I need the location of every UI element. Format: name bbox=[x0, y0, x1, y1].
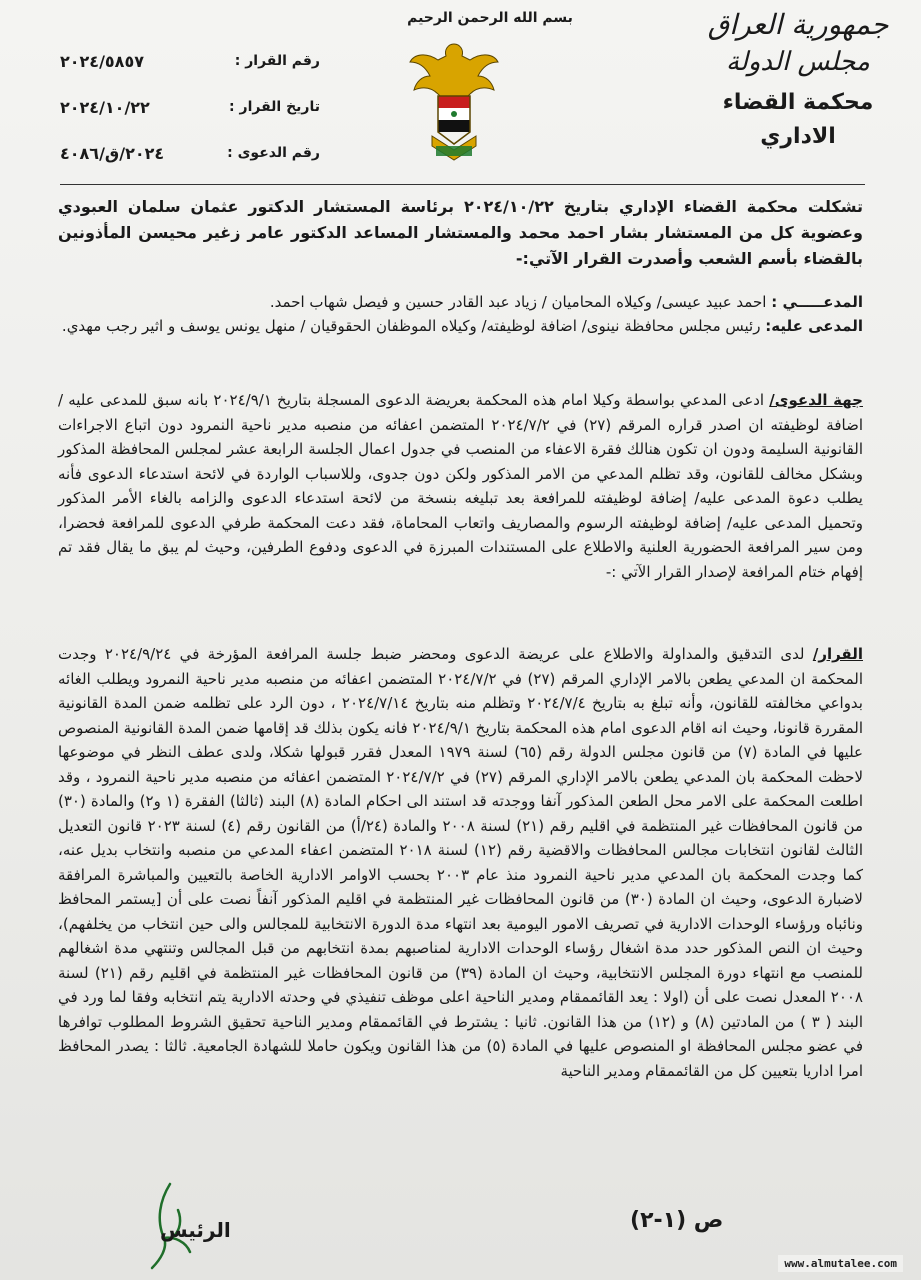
basmala: بسم الله الرحمن الرحيم bbox=[407, 10, 573, 26]
header-divider bbox=[60, 184, 865, 185]
eagle-emblem-icon bbox=[408, 38, 500, 166]
claim-text: ادعى المدعي بواسطة وكيلا امام هذه المحكمة بعريضة الدعوى المسجلة بتاريخ ٢٠٢٤/٩/١ بانه سبق للمدعى عليه / اضافة لوظيفته ان اصدر قراره المرقم (٢٧) في ٢٠٢٤/٧/٢ المتضمن اعفائه من منصبه مدير ناحية النمرود دون اتباع الاجراءات القانونية السليمة ودون ان تكون هنالك فقرة الاعفاء من المنصب في جدول اعمال الجلسة الرابعة عشر لمجلس المحافظة المذكور وبشكل مخالف للقانون، وقد تظلم المدعي من الامر المذكور ولكن دون جدوى، وللاسباب الواردة في لائحة استدعاء الدعوى فأنه يطلب دعوة المدعى عليه/ إضافة لوظيفته للمرافعة بعد تبليغه بنسخة من لائحة استدعاء الدعوى والزامه بالغاء الأمر المذكور وتحميل المدعى عليه/ إضافة لوظيفته الرسوم والمصاريف واتعاب المحاماة، فقد دعت المحكمة طرفي الدعوى للمرافعة فحضرا، ومن سير المرافعة الحضورية العلنية والاطلاع على المستندات المبرزة في الدعوى ودفوع الطرفين، وحيث لم يبق ما يقال فقد تم إفهام ختام المرافعة لإصدار القرار الآتي :- bbox=[58, 391, 863, 581]
defendant-text: رئيس مجلس محافظة نينوى/ اضافة لوظيفته/ وكيلاه الموظفان الحقوقيان / منهل يونس يوسف و اثير رجب مهدي. bbox=[61, 317, 761, 335]
case-number-row bbox=[60, 130, 320, 176]
republic-name: جمهورية العراق bbox=[707, 8, 889, 41]
decision-date: ٢٠٢٤/١٠/٢٢ bbox=[60, 97, 150, 117]
signature-label: الرئيس bbox=[160, 1218, 231, 1242]
decision-date-label: تاريخ القرار : bbox=[229, 99, 320, 115]
page-number: ص (١-٢) bbox=[630, 1208, 724, 1233]
decision-number: ٢٠٢٤/٥٨٥٧ bbox=[60, 51, 144, 71]
decision-section bbox=[58, 642, 863, 1083]
decision-meta bbox=[60, 38, 320, 176]
website-watermark: www.almutalee.com bbox=[778, 1255, 903, 1272]
parties-block bbox=[58, 290, 863, 338]
issuer-header bbox=[693, 6, 903, 154]
decision-text: لدى التدقيق والمداولة والاطلاع على عريضة الدعوى ومحضر ضبط جلسة المرافعة المؤرخة في ٢٠٢٤/٩/٢٤ وجدت المحكمة ان المدعي يطعن بالامر الإداري المرقم (٢٧) في ٢٠٢٤/٧/٢ المتضمن اعفائه من منصبه مدير ناحية النمرود ويطلب الغائه بدواعي مخالفته للقانون، وأنه تبلغ به بتاريخ ٢٠٢٤/٧/٤ وتظلم منه بتاريخ ٢٠٢٤/٧/١٤ ، دون الرد على تظلمه ضمن المدة القانونية المقررة قانونا، وحيث انه اقام الدعوى امام هذه المحكمة بتاريخ ٢٠٢٤/٩/١ فانه يكون بذلك قد إقامها ضمن المدة القانونية المنصوص عليها في المادة (٧) من قانون مجلس الدولة رقم (٦٥) لسنة ١٩٧٩ المعدل فقرر قبولها شكلا، ولدى عطف النظر في موضوعها لاحظت المحكمة بان المدعي يطعن بالامر الإداري المرقم (٢٧) في ٢٠٢٤/٧/٢ المتضمن اعفائه من منصبه مدير ناحية النمرود ، وقد اطلعت المحكمة على الامر محل الطعن المذكور آنفا ووجدته قد استند الى احكام المادة (٨) البند (ثالثا) الفقرة (١ و٢) والمادة (٣٠) من قانون المحافظات غير المنتظمة في اقليم رقم (٢١) لسنة ٢٠٠٨ والمادة (٢٤/أ) من القانون رقم (٤) لسنة ٢٠٢٣ قانون التعديل الثالث لقانون انتخابات مجالس المحافظات والاقضية رقم (١٢) لسنة ٢٠١٨ المتضمن اعفاء المدعي من منصبه وانتخاب بديل عنه، كما وجدت المحكمة بان المدعي مدير ناحية النمرود منذ عام ٢٠٠٣ بحسب الاوامر الادارية الخاصة بالتعيين والمباشرة المرافقة لاضبارة الدعوى، وحيث ان المادة (٣٠) من قانون المحافظات غير المنتظمة في اقليم المذكور آنفاً نصت على أن [يستمر المحافظ ونائباه ورؤساء الوحدات الادارية في تصريف الامور اليومية بعد انتهاء مدة الدورة الانتخابية للمجالس والى حين انتخاب من يخلفهم)، وحيث ان النص المذكور حدد مدة اشغال رؤساء الوحدات الادارية لمناصبهم بمدة انتخابهم من قبل المجالس وتنتهي مدة اشغالهم للمنصب مع انتهاء دورة المجلس الانتخابية، وحيث ان المادة (٣٩) من قانون المحافظات غير المنتظمة في اقليم رقم (٢١) لسنة ٢٠٠٨ المعدل نصت على أن (اولا : يعد القائممقام ومدير الناحية اعلى موظف تنفيذي في وحدته الادارية يتم انتخابه وفقا لما ورد في البند ( ٣ ) من المادتين (٨) و (١٢) من هذا القانون. ثانيا : يشترط في القائممقام ومدير الناحية تحقيق الشروط المطلوب توافرها في عضو مجلس المحافظة او المنصوص عليها في المادة (٥) من هذا القانون ويكون حاملا للشهادة الجامعية. ثالثا : يصدر المحافظ امرا اداريا بتعيين كل من القائممقام ومدير الناحية bbox=[58, 645, 864, 1080]
decision-number-label: رقم القرار : bbox=[234, 53, 320, 69]
court-name: محكمة القضاء الاداري bbox=[722, 90, 874, 149]
claim-heading: جهة الدعوى/ bbox=[769, 391, 863, 409]
case-number-label: رقم الدعوى : bbox=[227, 145, 320, 161]
court-formation-paragraph: تشكلت محكمة القضاء الإداري بتاريخ ٢٠٢٤/١٠/٢٢ برئاسة المستشار الدكتور عثمان سلمان العبودي وعضوية كل من المستشار بشار احمد محمد والمستشار المساعد الدكتور عامر زغير محيسن المأذونين بالقضاء بأسم الشعب وأصدرت القرار الآتي:- bbox=[58, 197, 863, 268]
decision-number-row bbox=[60, 38, 320, 84]
defendant-label: المدعى عليه: bbox=[765, 317, 863, 335]
council-name: مجلس الدولة bbox=[726, 47, 870, 77]
plaintiff-text: احمد عبيد عيسى/ وكيلاه المحاميان / زياد عبد القادر حسين و فيصل شهاب احمد. bbox=[269, 293, 767, 311]
claim-section bbox=[58, 388, 863, 584]
case-number: ٢٠٢٤/ق/٤٠٨٦ bbox=[60, 143, 165, 163]
plaintiff-label: المدعـــــي : bbox=[771, 293, 863, 311]
defendant-line bbox=[58, 314, 863, 338]
decision-date-row bbox=[60, 84, 320, 130]
decision-heading: القرار/ bbox=[812, 645, 863, 663]
plaintiff-line bbox=[58, 290, 863, 314]
